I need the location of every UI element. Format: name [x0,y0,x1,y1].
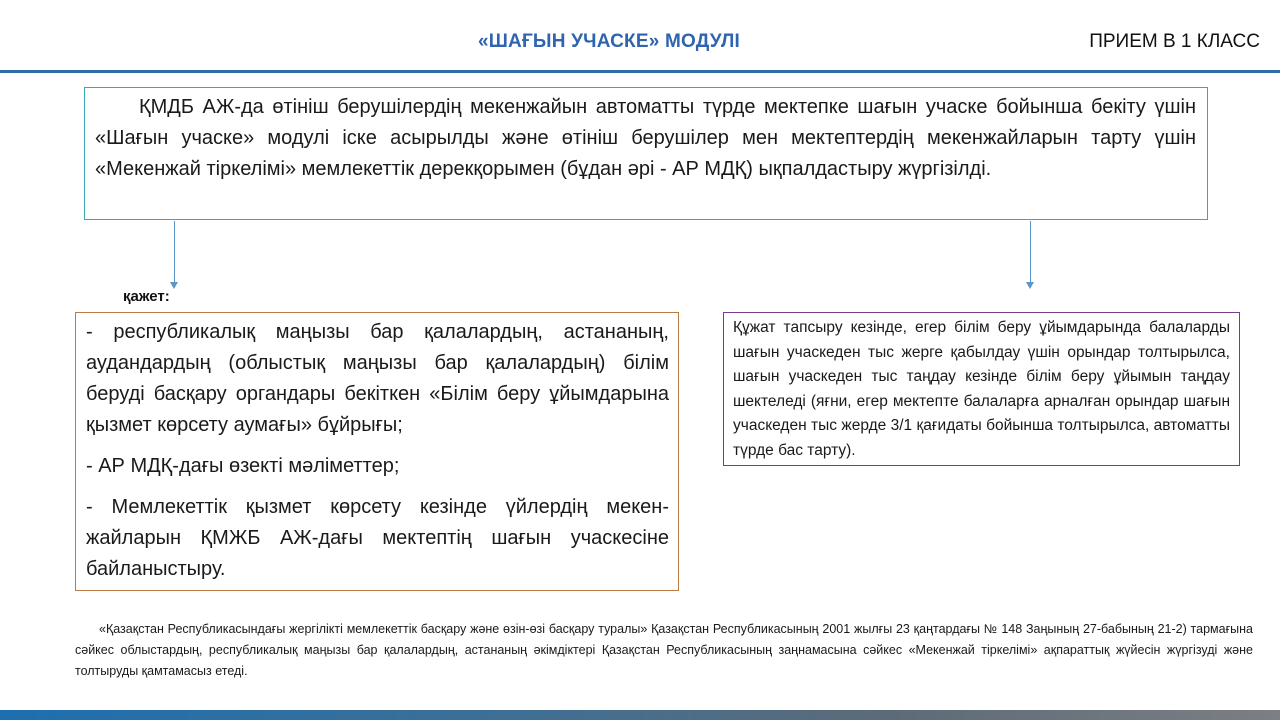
requirement-item: - республикалық маңызы бар қалалардың, астананың, аудандардың (облыстық маңызы бар қалалардың) білім беруді басқару органдары бекіткен «Білім беру ұйымдарына қызмет көрсету аумағы» бұйрығы; [86,321,669,436]
requirement-item: - АР МДҚ-дағы өзекті мәліметтер; [86,455,400,477]
restriction-box [723,312,1240,466]
intro-box [84,87,1208,220]
footnote: «Қазақстан Республикасындағы жергілікті мемлекеттік басқару және өзін-өзі басқару туралы» Қазақстан Республикасының 2001 жылғы 23 қаңтардағы № 148 Заңының 27-бабының 21-2) тармағына сәйкес облыстардың, республикалық маңызы бар қалалардың, астананың әкімдіктері Қазақстан Республикасының заңнамасына сәйкес «Мекенжай тіркелімі» ақпараттық жүйесін жүргізуді және толтыруды қамтамасыз етеді. [75,622,1253,678]
slide-title: «ШАҒЫН УЧАСКЕ» МОДУЛІ [477,31,741,52]
requirements-box [75,312,679,591]
restriction-text: Құжат тапсыру кезінде, егер білім беру ұйымдарында балаларды шағын учаскеден тыс жерге қабылдау үшін орындар толтырылса, шағын учаскеден тыс таңдау кезінде білім беру ұйымын таңдау шектеледі (яғни, егер мектепте балаларға арналған орындар шағын учаскеден тыс жерде 3/1 қағидаты бойынша толтырылса, автоматты түрде бас тарту). [733,319,1230,459]
bottom-bar [0,710,1280,720]
arrow-down-right-icon [1030,221,1031,283]
arrow-down-left-icon [174,221,175,283]
slide-tag: ПРИЕМ В 1 КЛАСС [1089,31,1260,52]
need-label: қажет: [123,288,170,305]
requirement-item: - Мемлекеттік қызмет көрсету кезінде үйлердің мекен-жайларын ҚМЖБ АЖ-дағы мектептің шағын учаскесіне байланыстыру. [86,496,669,580]
intro-text: ҚМДБ АЖ-да өтініш берушілердің мекенжайын автоматты түрде мектепке шағын учаске бойынша бекіту үшін «Шағын учаске» модулі іске асырылды және өтініш берушілер мен мектептердің мекенжайларын тарту үшін «Мекенжай тіркелімі» мемлекеттік дерекқорымен (бұдан әрі - АР МДҚ) ықпалдастыру жүргізілді. [95,96,1196,180]
header-rule [0,70,1280,73]
